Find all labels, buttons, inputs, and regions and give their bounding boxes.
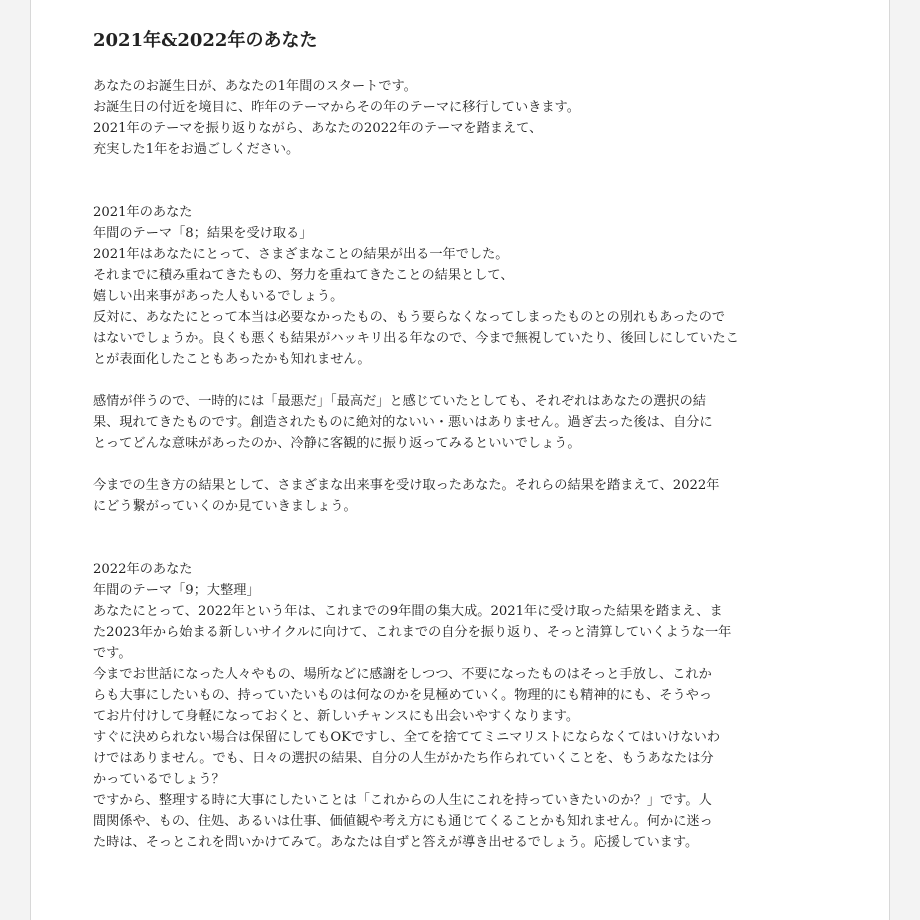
intro-line: 2021年のテーマを振り返りながら、あなたの2022年のテーマを踏まえて、 bbox=[93, 121, 543, 136]
text-line: とが表面化したこともあったかも知れません。 bbox=[93, 352, 371, 367]
text-line: あなたにとって、2022年という年は、これまでの9年間の集大成。2021年に受け取った結果を踏まえ、ま bbox=[93, 604, 723, 619]
text-line: けではありません。でも、日々の選択の結果、自分の人生がかたち作られていくことを、もうあなたは分 bbox=[93, 751, 714, 766]
text-line: 反対に、あなたにとって本当は必要なかったもの、もう要らなくなってしまったものとの別れもあったので bbox=[93, 310, 726, 325]
text-line: 嬉しい出来事があった人もいるでしょう。 bbox=[93, 289, 344, 304]
intro-line: あなたのお誕生日が、あなたの1年間のスタートです。 bbox=[93, 79, 417, 94]
text-line: 間関係や、もの、住処、あるいは仕事、価値観や考え方にも通じてくることかも知れません。何かに迷っ bbox=[93, 814, 713, 829]
intro-section bbox=[93, 76, 889, 160]
theme-2022: 年間のテーマ「9；大整理」 bbox=[93, 583, 260, 598]
spacer bbox=[93, 517, 889, 559]
intro-line: お誕生日の付近を境目に、昨年のテーマからその年のテーマに移行していきます。 bbox=[93, 100, 580, 115]
section-heading-2021: 2021年のあなた bbox=[93, 205, 193, 220]
text-line: かっているでしょう？ bbox=[93, 772, 225, 787]
text-line: た2023年から始まる新しいサイクルに向けて、これまでの自分を振り返り、そっと清算していくような一年 bbox=[93, 625, 732, 640]
section-2022 bbox=[93, 559, 889, 853]
spacer bbox=[93, 454, 889, 475]
text-line: た時は、そっとこれを問いかけてみて。あなたは自ずと答えが導き出せるでしょう。応援しています。 bbox=[93, 835, 699, 850]
text-line: 感情が伴うので、一時的には「最悪だ」「最高だ」と感じていたとしても、それぞれはあなたの選択の結 bbox=[93, 394, 706, 409]
text-line: 今までの生き方の結果として、さまざまな出来事を受け取ったあなた。それらの結果を踏まえて、2022年 bbox=[93, 478, 720, 493]
text-line: らも大事にしたいもの、持っていたいものは何なのかを見極めていく。物理的にも精神的にも、そうやっ bbox=[93, 688, 713, 703]
spacer bbox=[93, 370, 889, 391]
document-title: 2021年&2022年のあなた bbox=[93, 30, 318, 51]
text-line: とってどんな意味があったのか、冷静に客観的に振り返ってみるといいでしょう。 bbox=[93, 436, 581, 451]
section-heading-2022: 2022年のあなた bbox=[93, 562, 193, 577]
text-line: 2021年はあなたにとって、さまざまなことの結果が出る一年でした。 bbox=[93, 247, 509, 262]
text-line: てお片付けして身軽になっておくと、新しいチャンスにも出会いやすくなります。 bbox=[93, 709, 580, 724]
document-page bbox=[30, 0, 890, 920]
text-line: ですから、整理する時に大事にしたいことは「これからの人生にこれを持っていきたいのか？」です。人 bbox=[93, 793, 712, 808]
text-line: 今までお世話になった人々やもの、場所などに感謝をしつつ、不要になったものはそっと手放し、これか bbox=[93, 667, 712, 682]
intro-line: 充実した1年をお過ごしください。 bbox=[93, 142, 300, 157]
text-line: です。 bbox=[93, 646, 132, 661]
text-line: はないでしょうか。良くも悪くも結果がハッキリ出る年なので、今まで無視していたり、後回しにしていたこ bbox=[93, 331, 739, 346]
text-line: それまでに積み重ねてきたもの、努力を重ねてきたことの結果として、 bbox=[93, 268, 514, 283]
text-line: にどう繋がっていくのか見ていきましょう。 bbox=[93, 499, 357, 514]
text-line: 果、現れてきたものです。創造されたものに絶対的ないい・悪いはありません。過ぎ去った後は、自分に bbox=[93, 415, 713, 430]
section-2021 bbox=[93, 202, 889, 517]
text-line: すぐに決められない場合は保留にしてもOKですし、全てを捨ててミニマリストにならなくてはいけないわ bbox=[93, 730, 721, 745]
spacer bbox=[93, 160, 889, 202]
theme-2021: 年間のテーマ「8；結果を受け取る」 bbox=[93, 226, 313, 241]
